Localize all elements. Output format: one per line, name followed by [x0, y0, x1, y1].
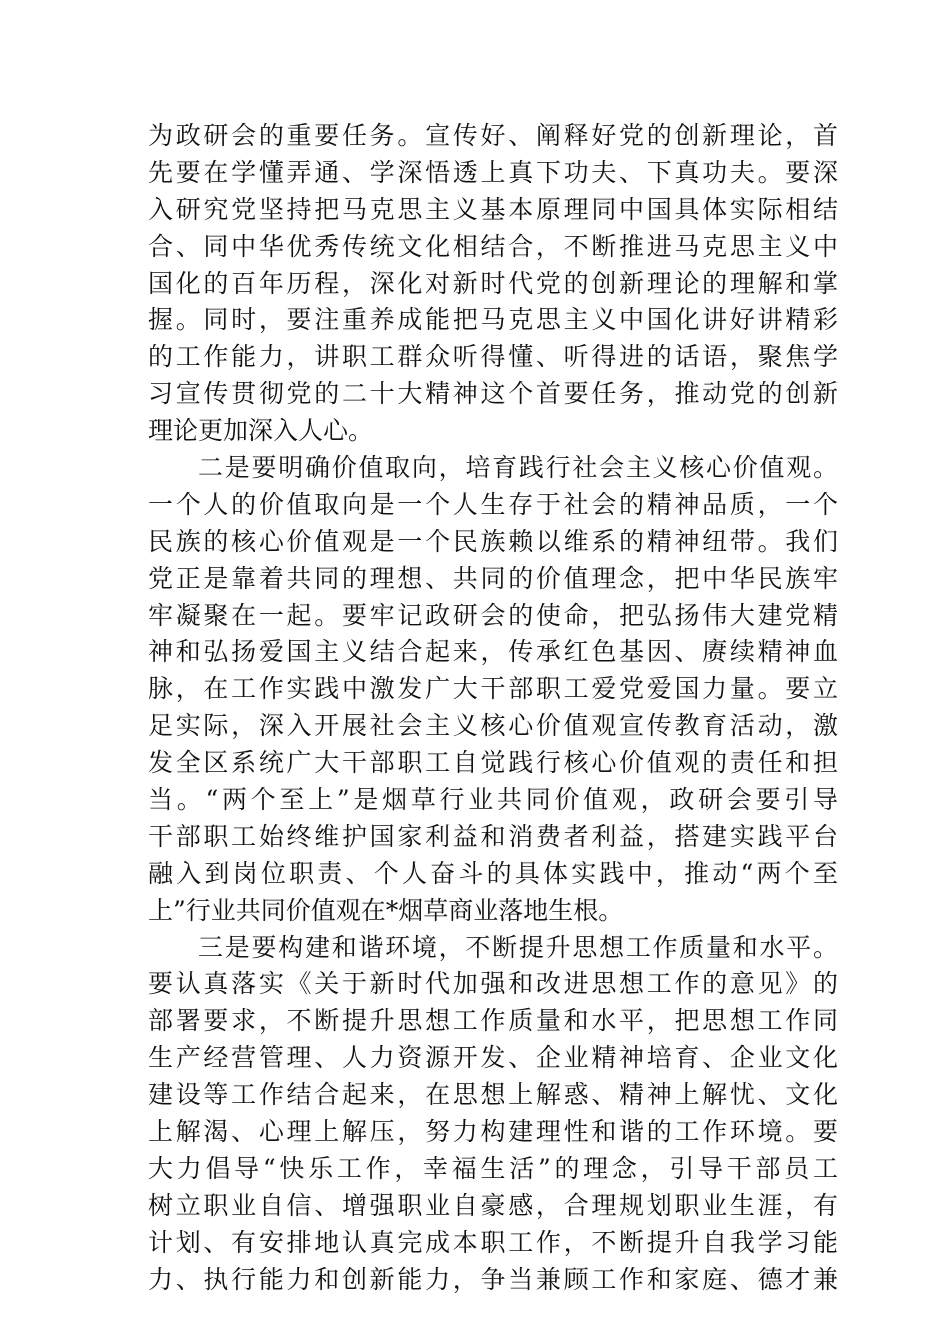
text-line: 为政研会的重要任务。宣传好、阐释好党的创新理论，首: [148, 121, 838, 150]
text-line: 先要在学懂弄通、学深悟透上真下功夫、下真功夫。要深: [148, 157, 838, 187]
body-text: [148, 118, 838, 1299]
text-line: 树立职业自信、增强职业自豪感，合理规划职业生涯，有: [148, 1190, 838, 1220]
text-line: 入研究党坚持把马克思主义基本原理同中国具体实际相结: [148, 194, 838, 224]
text-line: 上解渴、心理上解压，努力构建理性和谐的工作环境。要: [148, 1117, 838, 1147]
text-line: 力、执行能力和创新能力，争当兼顾工作和家庭、德才兼: [148, 1264, 838, 1294]
text-line: 融入到岗位职责、个人奋斗的具体实践中，推动“两个至: [148, 858, 838, 888]
text-line: 部署要求，不断提升思想工作质量和水平，把思想工作同: [148, 1006, 838, 1036]
text-line: 二是要明确价值取向，培育践行社会主义核心价值观。: [198, 453, 838, 483]
text-line: 计划、有安排地认真完成本职工作，不断提升自我学习能: [148, 1227, 838, 1257]
text-line: 三是要构建和谐环境，不断提升思想工作质量和水平。: [198, 932, 838, 962]
text-line: 上”行业共同价值观在*烟草商业落地生根。: [148, 895, 624, 925]
text-line: 干部职工始终维护国家利益和消费者利益，搭建实践平台: [148, 821, 838, 851]
text-line: 党正是靠着共同的理想、共同的价值理念，把中华民族牢: [148, 563, 838, 593]
text-line: 牢凝聚在一起。要牢记政研会的使命，把弘扬伟大建党精: [148, 600, 838, 630]
text-line: 民族的核心价值观是一个民族赖以维系的精神纽带。我们: [148, 526, 838, 556]
text-line: 国化的百年历程，深化对新时代党的创新理论的理解和掌: [148, 268, 838, 298]
text-line: 生产经营管理、人力资源开发、企业精神培育、企业文化: [148, 1043, 838, 1073]
text-line: 建设等工作结合起来，在思想上解惑、精神上解忧、文化: [148, 1080, 838, 1110]
text-line: 足实际，深入开展社会主义核心价值观宣传教育活动，激: [148, 711, 838, 741]
text-line: 要认真落实《关于新时代加强和改进思想工作的意见》的: [148, 969, 838, 999]
text-line: 发全区系统广大干部职工自觉践行核心价值观的责任和担: [148, 748, 838, 778]
text-line: 的工作能力，讲职工群众听得懂、听得进的话语，聚焦学: [148, 342, 838, 372]
text-line: 神和弘扬爱国主义结合起来，传承红色基因、赓续精神血: [148, 637, 838, 667]
text-line: 习宣传贯彻党的二十大精神这个首要任务，推动党的创新: [148, 379, 838, 409]
text-line: 脉，在工作实践中激发广大干部职工爱党爱国力量。要立: [148, 674, 838, 704]
text-line: 一个人的价值取向是一个人生存于社会的精神品质，一个: [148, 489, 838, 519]
text-line: 握。同时，要注重养成能把马克思主义中国化讲好讲精彩: [148, 305, 838, 335]
text-line: 当。“两个至上”是烟草行业共同价值观，政研会要引导: [148, 785, 838, 815]
text-line: 理论更加深入人心。: [148, 416, 374, 446]
text-line: 合、同中华优秀传统文化相结合，不断推进马克思主义中: [148, 231, 838, 261]
text-line: 大力倡导“快乐工作，幸福生活”的理念，引导干部员工: [148, 1153, 838, 1183]
